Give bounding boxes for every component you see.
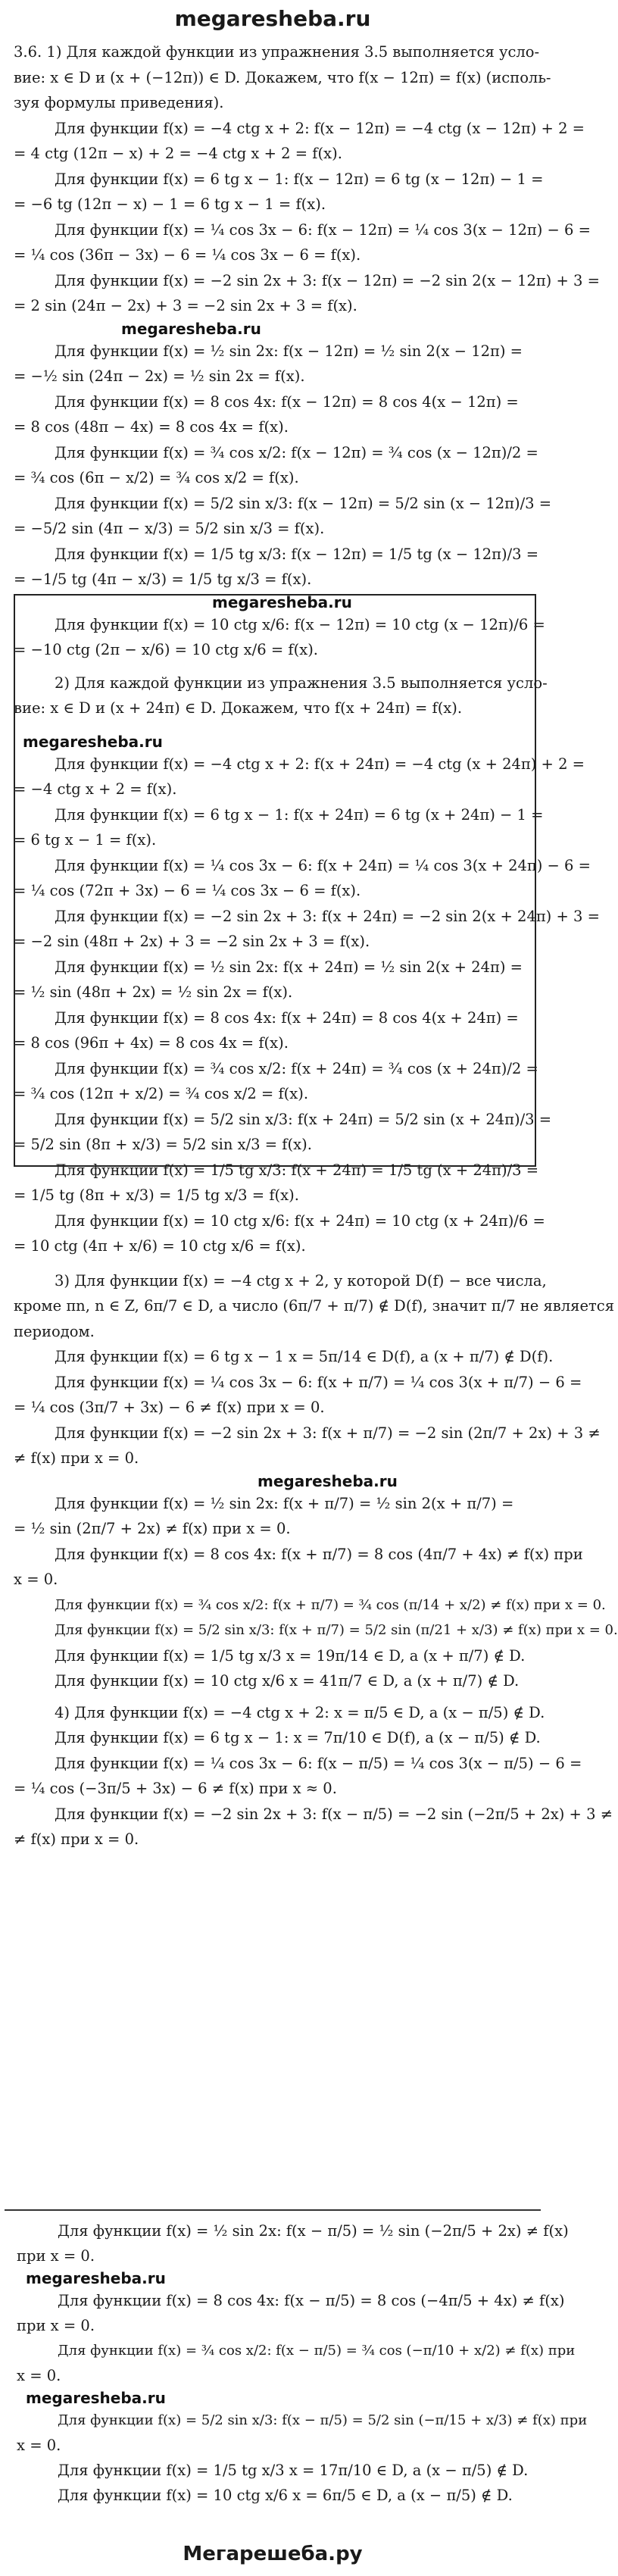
site-footer-title: Мегарешеба.ру <box>183 2543 363 2565</box>
part4-continued <box>11 2218 588 2508</box>
page-separator <box>5 2209 541 2211</box>
text-line: 4) Для функции f(x) = −4 ctg x + 2: x = π/5 ∈ D, а (x − π/5) ∉ D. <box>55 1703 545 1721</box>
text-line: Для функции f(x) = 6 tg x − 1 x = 5π/14 ∈ D(f), а (x + π/7) ∉ D(f). <box>55 1348 554 1365</box>
text-line: = −½ sin (24π − 2x) = ½ sin 2x = f(x). <box>14 367 305 385</box>
watermark: megaresheba.ru <box>23 732 163 751</box>
text-line: Для функции f(x) = ½ sin 2x: f(x − π/5) = ½ sin (−2π/5 + 2x) ≠ f(x) <box>58 2222 569 2240</box>
text-line: при x = 0. <box>17 2247 95 2265</box>
text-line: зуя формулы приведения). <box>14 94 224 111</box>
site-header <box>0 0 545 36</box>
watermark: megaresheba.ru <box>212 592 352 611</box>
text-line: = 1/5 tg (8π + x/3) = 1/5 tg x/3 = f(x). <box>14 1186 299 1204</box>
text-line: = 10 ctg (4π + x/6) = 10 ctg x/6 = f(x). <box>14 1237 306 1255</box>
text-line: Для функции f(x) = ¾ cos x/2: f(x − π/5) = ¾ cos (−π/10 + x/2) ≠ f(x) при <box>58 2343 576 2359</box>
text-line: = −5/2 sin (4π − x/3) = 5/2 sin x/3 = f(x). <box>14 520 325 537</box>
text-line: Для функции f(x) = −2 sin 2x + 3: f(x − 12π) = −2 sin 2(x − 12π) + 3 = <box>55 271 600 289</box>
text-line: Для функции f(x) = −2 sin 2x + 3: f(x + 24π) = −2 sin 2(x + 24π) + 3 = <box>55 907 600 925</box>
part1-solution <box>8 39 600 663</box>
text-line: = ¼ cos (3π/7 + 3x) − 6 ≠ f(x) при x = 0. <box>14 1399 325 1416</box>
text-line: = ¾ cos (6π − x/2) = ¾ cos x/2 = f(x). <box>14 469 299 486</box>
text-line: x = 0. <box>17 2367 61 2384</box>
text-line: Для функции f(x) = 10 ctg x/6: f(x − 12π) = 10 ctg (x − 12π)/6 = <box>55 615 545 633</box>
text-line: Для функции f(x) = ½ sin 2x: f(x − 12π) = ½ sin 2(x − 12π) = <box>55 342 523 360</box>
text-line: = ¼ cos (36π − 3x) − 6 = ¼ cos 3x − 6 = f(x). <box>14 246 361 264</box>
textbook-page-scan <box>8 39 618 2208</box>
text-line: вие: x ∈ D и (x + 24π) ∈ D. Докажем, что f(x + 24π) = f(x). <box>14 699 463 717</box>
text-line: Для функции f(x) = ¼ cos 3x − 6: f(x + π/7) = ¼ cos 3(x + π/7) − 6 = <box>55 1373 582 1391</box>
text-line: Для функции f(x) = 8 cos 4x: f(x − 12π) = 8 cos 4(x − 12π) = <box>55 392 519 411</box>
text-line: Для функции f(x) = 10 ctg x/6: f(x + 24π) = 10 ctg (x + 24π)/6 = <box>55 1211 545 1230</box>
text-line: Для функции f(x) = ¼ cos 3x − 6: f(x − 12π) = ¼ cos 3(x − 12π) − 6 = <box>55 220 591 239</box>
text-line: ≠ f(x) при x = 0. <box>14 1830 139 1848</box>
text-line: при x = 0. <box>17 2317 95 2334</box>
text-line: Для функции f(x) = −4 ctg x + 2: f(x + 24π) = −4 ctg (x + 24π) + 2 = <box>55 755 585 773</box>
text-line: = −10 ctg (2π − x/6) = 10 ctg x/6 = f(x). <box>14 641 318 658</box>
text-line: x = 0. <box>17 2437 61 2454</box>
text-line: Для функции f(x) = 8 cos 4x: f(x + π/7) = 8 cos (4π/7 + 4x) ≠ f(x) при <box>55 1545 583 1563</box>
text-line: = ¼ cos (72π + 3x) − 6 = ¼ cos 3x − 6 = f(x). <box>14 882 361 899</box>
text-line: Для функции f(x) = 1/5 tg x/3 x = 17π/10 ∈ D, а (x − π/5) ∉ D. <box>58 2462 529 2479</box>
text-line: периодом. <box>14 1322 95 1340</box>
text-line: Для функции f(x) = ½ sin 2x: f(x + π/7) = ½ sin 2(x + π/7) = <box>55 1494 514 1512</box>
text-line: вие: x ∈ D и (x + (−12π)) ∈ D. Докажем, что f(x − 12π) = f(x) (исполь- <box>14 68 551 86</box>
text-line: = −1/5 tg (4π − x/3) = 1/5 tg x/3 = f(x). <box>14 571 312 588</box>
text-line: = ¼ cos (−3π/5 + 3x) − 6 ≠ f(x) при x ≈ 0. <box>14 1780 337 1797</box>
text-line: Для функции f(x) = ½ sin 2x: f(x + 24π) = ½ sin 2(x + 24π) = <box>55 958 523 976</box>
text-line: Для функции f(x) = 1/5 tg x/3: f(x − 12π) = 1/5 tg (x − 12π)/3 = <box>55 545 539 563</box>
text-line: = −4 ctg x + 2 = f(x). <box>14 780 177 798</box>
text-line: Для функции f(x) = −2 sin 2x + 3: f(x + π/7) = −2 sin (2π/7 + 2x) + 3 ≠ <box>55 1424 601 1442</box>
text-line: x = 0. <box>14 1571 58 1588</box>
text-line: 3.6. 1) Для каждой функции из упражнения 3.5 выполняется усло- <box>14 43 540 61</box>
text-line: = 8 cos (96π + 4x) = 8 cos 4x = f(x). <box>14 1034 289 1052</box>
part3-solution <box>8 1268 618 1694</box>
part4-solution <box>8 1700 613 1852</box>
text-line: кроме πn, n ∈ Z, 6π/7 ∈ D, а число (6π/7 + π/7) ∉ D(f), значит π/7 не является <box>14 1297 615 1315</box>
site-footer <box>0 2543 545 2565</box>
part2-frame <box>14 594 536 1167</box>
text-line: Для функции f(x) = 8 cos 4x: f(x + 24π) = 8 cos 4(x + 24π) = <box>55 1008 519 1027</box>
watermark: megaresheba.ru <box>121 319 261 338</box>
text-line: = 2 sin (24π − 2x) + 3 = −2 sin 2x + 3 = f(x). <box>14 297 357 314</box>
text-line: Для функции f(x) = ¾ cos x/2: f(x + π/7) = ¾ cos (π/14 + x/2) ≠ f(x) при x = 0. <box>55 1596 606 1613</box>
text-line: Для функции f(x) = 5/2 sin x/3: f(x + 24π) = 5/2 sin (x + 24π)/3 = <box>55 1110 552 1128</box>
text-line: Для функции f(x) = ¾ cos x/2: f(x − 12π) = ¾ cos (x − 12π)/2 = <box>55 443 538 461</box>
text-line: = 6 tg x − 1 = f(x). <box>14 831 157 849</box>
text-line: Для функции f(x) = 5/2 sin x/3: f(x + π/7) = 5/2 sin (π/21 + x/3) ≠ f(x) при x = 0. <box>55 1622 618 1638</box>
text-line: Для функции f(x) = ¾ cos x/2: f(x + 24π) = ¾ cos (x + 24π)/2 = <box>55 1059 538 1077</box>
text-line: 3) Для функции f(x) = −4 ctg x + 2, у которой D(f) − все числа, <box>55 1271 547 1290</box>
text-line: Для функции f(x) = 5/2 sin x/3: f(x − π/5) = 5/2 sin (−π/15 + x/3) ≠ f(x) при <box>58 2412 588 2428</box>
text-line: = ½ sin (48π + 2x) = ½ sin 2x = f(x). <box>14 983 293 1001</box>
text-line: Для функции f(x) = 5/2 sin x/3: f(x − 12π) = 5/2 sin (x − 12π)/3 = <box>55 494 552 512</box>
text-line: = 4 ctg (12π − x) + 2 = −4 ctg x + 2 = f(x). <box>14 145 342 162</box>
text-line: ≠ f(x) при x = 0. <box>14 1449 139 1467</box>
text-line: Для функции f(x) = 6 tg x − 1: x = 7π/10 ∈ D(f), а (x − π/5) ∉ D. <box>55 1729 541 1746</box>
text-line: 2) Для каждой функции из упражнения 3.5 выполняется усло- <box>55 674 548 692</box>
text-line: = 5/2 sin (8π + x/3) = 5/2 sin x/3 = f(x). <box>14 1136 312 1153</box>
text-line: Для функции f(x) = −2 sin 2x + 3: f(x − π/5) = −2 sin (−2π/5 + 2x) + 3 ≠ <box>55 1805 613 1823</box>
text-line: Для функции f(x) = ¼ cos 3x − 6: f(x + 24π) = ¼ cos 3(x + 24π) − 6 = <box>55 856 591 874</box>
text-line: = ¾ cos (12π + x/2) = ¾ cos x/2 = f(x). <box>14 1085 309 1102</box>
watermark: megaresheba.ru <box>258 1471 398 1490</box>
watermark: megaresheba.ru <box>26 2389 166 2407</box>
site-header-title: megaresheba.ru <box>174 5 371 31</box>
watermark: megaresheba.ru <box>26 2269 166 2287</box>
text-line: Для функции f(x) = 10 ctg x/6 x = 41π/7 ∈ D, а (x + π/7) ∉ D. <box>55 1672 520 1690</box>
text-line: Для функции f(x) = 1/5 tg x/3: f(x + 24π) = 1/5 tg (x + 24π)/3 = <box>55 1161 539 1179</box>
text-line: = ½ sin (2π/7 + 2x) ≠ f(x) при x = 0. <box>14 1520 291 1537</box>
text-line: = 8 cos (48π − 4x) = 8 cos 4x = f(x). <box>14 418 289 436</box>
text-line: Для функции f(x) = 1/5 tg x/3 x = 19π/14 ∈ D, а (x + π/7) ∉ D. <box>55 1646 526 1665</box>
text-line: Для функции f(x) = 6 tg x − 1: f(x + 24π) = 6 tg (x + 24π) − 1 = <box>55 805 544 824</box>
text-line: = −2 sin (48π + 2x) + 3 = −2 sin 2x + 3 = f(x). <box>14 933 370 950</box>
text-line: Для функции f(x) = 8 cos 4x: f(x − π/5) = 8 cos (−4π/5 + 4x) ≠ f(x) <box>58 2292 565 2309</box>
text-line: Для функции f(x) = 6 tg x − 1: f(x − 12π) = 6 tg (x − 12π) − 1 = <box>55 170 544 188</box>
text-line: = −6 tg (12π − x) − 1 = 6 tg x − 1 = f(x). <box>14 195 326 213</box>
text-line: Для функции f(x) = −4 ctg x + 2: f(x − 12π) = −4 ctg (x − 12π) + 2 = <box>55 119 585 137</box>
text-line: Для функции f(x) = 10 ctg x/6 x = 6π/5 ∈ D, а (x − π/5) ∉ D. <box>58 2487 513 2504</box>
text-line: Для функции f(x) = ¼ cos 3x − 6: f(x − π/5) = ¼ cos 3(x − π/5) − 6 = <box>55 1754 582 1772</box>
